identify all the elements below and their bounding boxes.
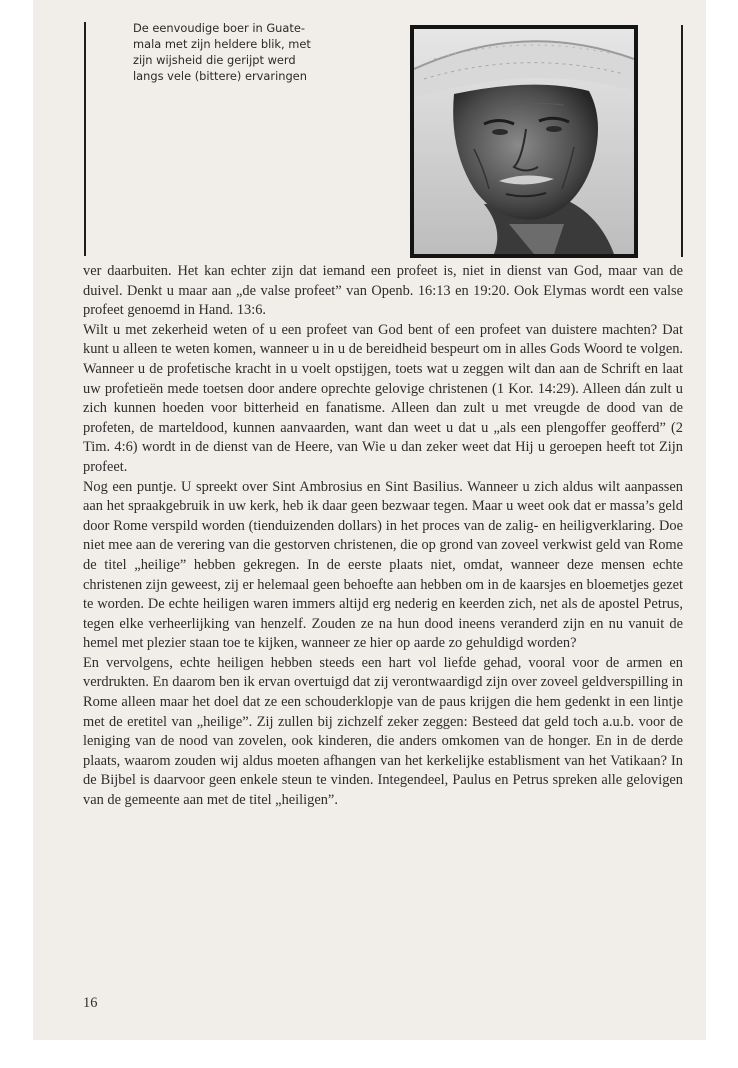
page-number: 16 [83,995,98,1011]
photo-caption: De eenvoudige boer in Guate- mala met zijn heldere blik, met zijn wijsheid die gerijpt werd langs vele (bittere) ervaringen [133,21,311,83]
portrait-photo-icon [414,29,634,254]
paragraph-2: Wilt u met zekerheid weten of u een profeet van God bent of een profeet van duistere machten? Dat kunt u alleen te weten komen, wanneer u in u de bereidheid bespeurt om in alles Gods Woord te volgen. Wanneer u de profetische kracht in u voelt opstijgen, toets wat u zeggen wilt dan aan de Schrift en laat uw profetieën mede toetsen door andere oprechte gelovige christenen (1 Kor. 14:29). Alleen dán zult u zich kunnen hoeden voor bitterheid en fanatisme. Alleen dan zult u met vreugde de dood van de profeten, de marteldood, kunnen aanvaarden, want dan weet u dat u „als een plengoffer geofferd” (2 Tim. 4:6) wordt in de dienst van de Heere, van Wie u dan zeker weet dat Hij u geroepen heeft tot Zijn profeet. [83,321,683,475]
paragraph-4: En vervolgens, echte heiligen hebben steeds een hart vol liefde gehad, vooral voor de armen en verdrukten. En daarom ben ik ervan overtuigd dat zij verontwaardigd zijn over zoveel geldverspilling in Rome alleen maar het doel dat ze een schouderklopje van de paus krijgen die hem gedenkt in een lintje met de eretitel van „heilige”. Zij zullen bij zichzelf zeker zeggen: Besteed dat geld toch a.u.b. voor de leniging van de nood van zovelen, ook kinderen, die anders omkomen van de honger. En in de derde plaats, waarom zouden wij aldus moeten afhangen van het kerkelijke establisment van het Vatikaan? In de Bijbel is daarvoor geen enkele steun te vinden. Integendeel, Paulus en Petrus spreken alle gelovigen van de gemeente aan met de titel „heiligen”. [83,654,683,809]
article-body [83,262,683,811]
paragraph-1: ver daarbuiten. Het kan echter zijn dat iemand een profeet is, niet in dienst van God, maar van de duivel. Denkt u maar aan „de valse profeet” van Openb. 16:13 en 19:20. Ook Elymas wordt een valse profeet genoemd in Hand. 13:6. [83,263,683,319]
portrait-photo [410,25,638,258]
paragraph-3: Nog een puntje. U spreekt over Sint Ambrosius en Sint Basilius. Wanneer u zich aldus wilt aanpassen aan het spraakgebruik in uw kerk, heb ik daar geen bezwaar tegen. Maar u weet ook dat er massa’s geld door Rome verspild worden (tienduizenden dollars) in het proces van de zalig- en heiligverklaring. Doe niet mee aan de verering van die gestorven christenen, die op grond van zoveel verkwist geld van Rome de titel „heilige” hebben gekregen. In de eerste plaats niet, omdat, wanneer deze mensen echte christenen zijn geweest, zij er helemaal geen behoefte aan hebben om in de kaarsjes en bloemetjes gezet te worden. De echte heiligen waren immers altijd erg nederig en keerden zich, net als de apostel Petrus, tegen elke verheerlijking van henzelf. Zouden ze na hun dood ineens veranderd zijn en nu vanuit de hemel met plezier staan toe te kijken, wanneer ze hier op aarde zo gehuldigd worden? [83,478,683,652]
left-vertical-rule [84,22,86,256]
right-vertical-rule [681,25,683,257]
